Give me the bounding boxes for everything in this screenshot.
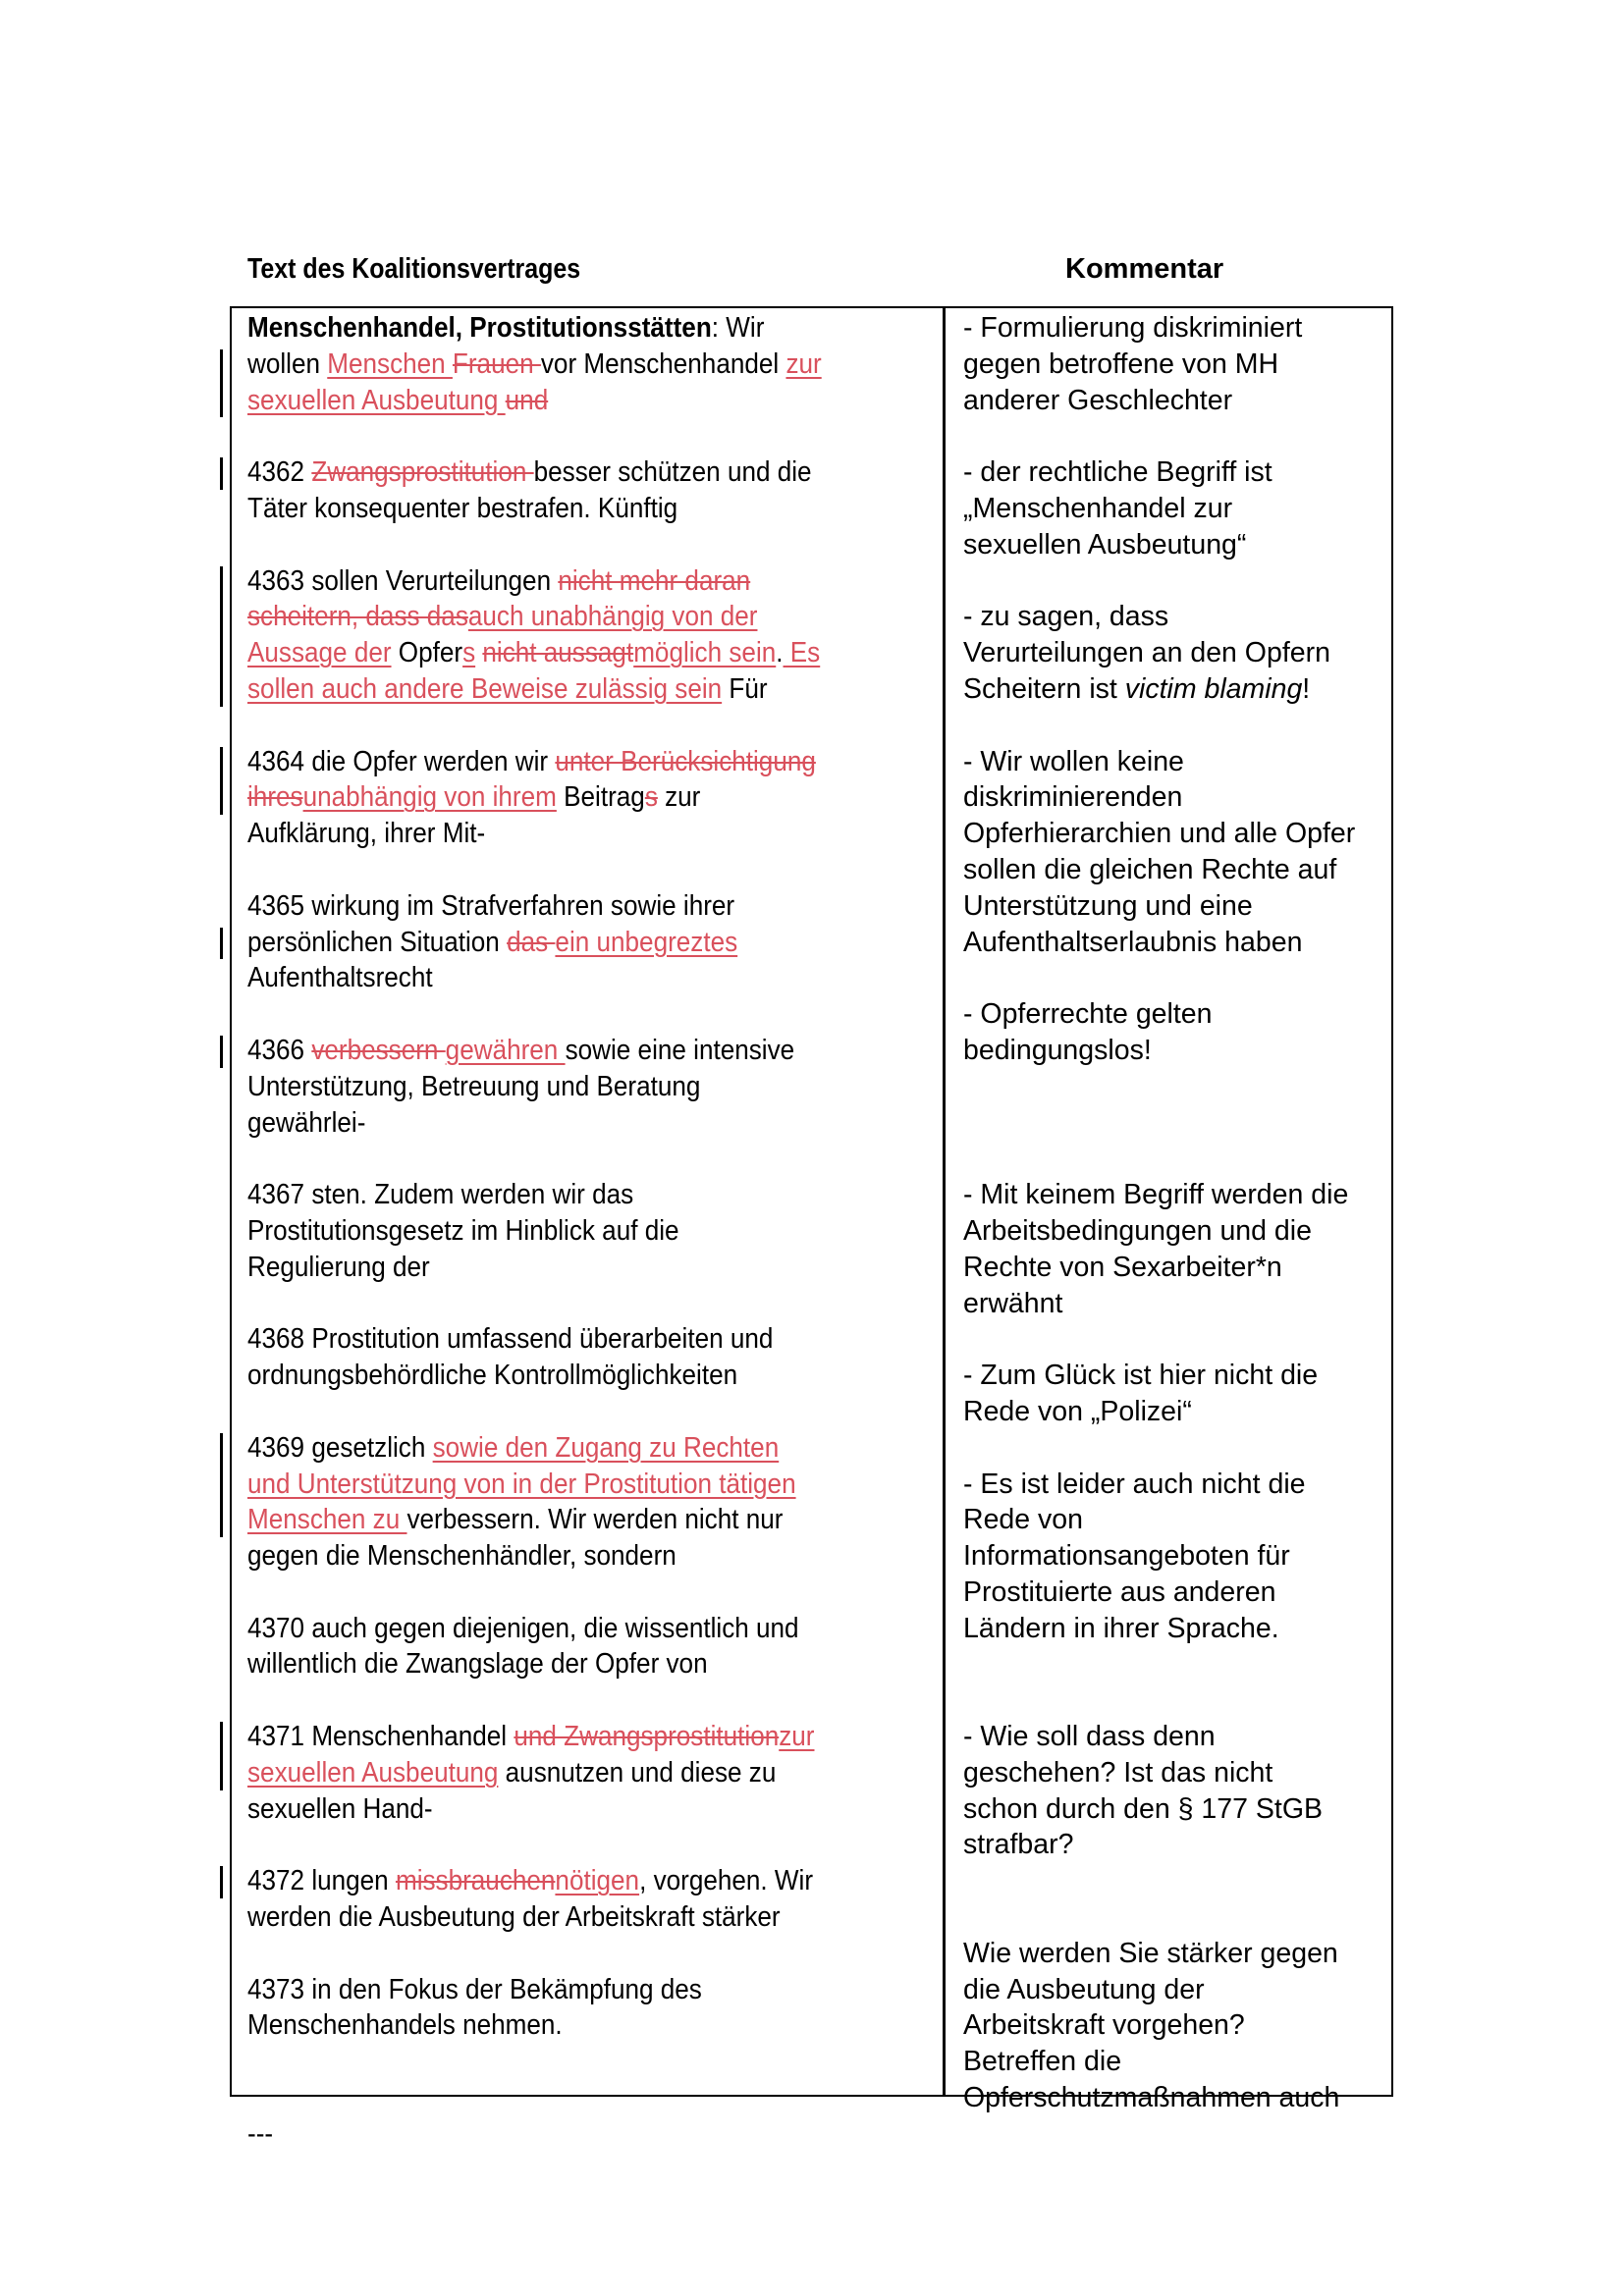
comment-line bbox=[963, 996, 1385, 1033]
deleted-text: scheitern, dass das bbox=[247, 601, 468, 633]
text-segment: : Wir bbox=[711, 312, 765, 344]
comment-line bbox=[963, 1033, 1385, 1069]
text-segment: - Zum Glück ist hier nicht die bbox=[963, 1360, 1319, 1392]
revision-change-bar bbox=[220, 1866, 223, 1898]
blank-line bbox=[963, 1141, 1385, 1177]
inserted-text: s bbox=[462, 637, 476, 669]
text-segment: sexuellen Hand- bbox=[247, 1792, 433, 1825]
inserted-text: Aussage der bbox=[247, 637, 392, 669]
contract-text-line bbox=[247, 960, 866, 996]
comment-line bbox=[963, 1467, 1385, 1503]
text-segment: Rechte von Sexarbeiter*n bbox=[963, 1251, 1282, 1283]
contract-text-line bbox=[247, 383, 866, 419]
revision-change-bar bbox=[220, 349, 223, 418]
comment-line bbox=[963, 1575, 1385, 1611]
text-segment: gewährlei- bbox=[247, 1106, 366, 1139]
blank-line bbox=[247, 708, 866, 744]
comment-line bbox=[963, 779, 1385, 816]
text-segment: 4362 bbox=[247, 456, 312, 489]
contract-text-line bbox=[247, 1213, 866, 1250]
contract-text-line bbox=[247, 1899, 866, 1936]
blank-line bbox=[963, 1899, 1385, 1936]
deleted-text: und Zwangsprostitution bbox=[514, 1721, 780, 1753]
text-segment: erwähnt bbox=[963, 1287, 1063, 1319]
comment-line bbox=[963, 1394, 1385, 1430]
text-segment: ausnutzen und diese zu bbox=[498, 1756, 777, 1789]
contract-text-line bbox=[247, 1791, 866, 1828]
revision-change-bar bbox=[220, 1722, 223, 1790]
contract-text-line bbox=[247, 563, 866, 600]
comment-line bbox=[963, 454, 1385, 491]
contract-text-line bbox=[247, 1069, 866, 1105]
inserted-text: gewähren bbox=[445, 1034, 566, 1066]
blank-line bbox=[247, 1936, 866, 1972]
blank-line bbox=[963, 960, 1385, 996]
inserted-text: zur bbox=[779, 1721, 815, 1753]
blank-line bbox=[963, 563, 1385, 600]
text-segment: - Opferrechte gelten bbox=[963, 998, 1213, 1031]
inserted-text: Es bbox=[783, 637, 821, 669]
text-segment: Beitrag bbox=[556, 781, 645, 814]
contract-text-line bbox=[247, 1321, 866, 1358]
text-segment: verbessern. Wir werden nicht nur bbox=[406, 1504, 784, 1536]
blank-line bbox=[247, 852, 866, 888]
text-segment: 4373 in den Fokus der Bekämpfung des bbox=[247, 1973, 702, 2005]
comment-line bbox=[963, 599, 1385, 635]
contract-text-line bbox=[247, 779, 866, 816]
deleted-text: und bbox=[505, 384, 549, 416]
bold-text: Menschenhandel, Prostitutionsstätten bbox=[247, 312, 712, 344]
contract-text-line bbox=[247, 888, 866, 925]
comment-line bbox=[963, 1177, 1385, 1213]
column-header-contract-text: Text des Koalitionsvertrages bbox=[247, 253, 581, 285]
blank-line bbox=[247, 1575, 866, 1611]
inserted-text: Menschen bbox=[327, 347, 453, 380]
text-segment: - Es ist leider auch nicht die bbox=[963, 1468, 1306, 1500]
deleted-text: missbrauchen bbox=[395, 1865, 556, 1897]
text-segment: 4368 Prostitution umfassend überarbeiten und bbox=[247, 1323, 774, 1356]
blank-line bbox=[963, 1105, 1385, 1142]
text-segment: gegen die Menschenhändler, sondern bbox=[247, 1540, 677, 1573]
inserted-text: Menschen zu bbox=[247, 1504, 407, 1536]
text-segment: - Formulierung diskriminiert bbox=[963, 312, 1303, 344]
deleted-text: Frauen bbox=[452, 347, 541, 380]
blank-line bbox=[247, 996, 866, 1033]
comment-line bbox=[963, 1611, 1385, 1647]
blank-line bbox=[247, 1286, 866, 1322]
comment-line bbox=[963, 852, 1385, 888]
text-segment: Opferhierarchien und alle Opfer bbox=[963, 818, 1356, 850]
text-segment: die Ausbeutung der bbox=[963, 1973, 1205, 2005]
text-segment: Täter konsequenter bestrafen. Künftig bbox=[247, 492, 678, 524]
inserted-text: und Unterstützung von in der Prostitution tätigen bbox=[247, 1468, 796, 1500]
comment-line bbox=[963, 1719, 1385, 1755]
inserted-text: ein unbegreztes bbox=[555, 926, 738, 958]
text-segment: gegen betroffene von MH bbox=[963, 347, 1279, 380]
italic-text: victim blaming bbox=[1124, 672, 1303, 705]
contract-text-line bbox=[247, 744, 866, 780]
text-segment: diskriminierenden bbox=[963, 781, 1183, 814]
contract-text-line bbox=[247, 599, 866, 635]
comment-line bbox=[963, 1502, 1385, 1538]
column-divider bbox=[943, 306, 946, 2097]
text-segment: . bbox=[776, 637, 784, 669]
text-segment: ! bbox=[1302, 672, 1311, 705]
text-segment: 4369 gesetzlich bbox=[247, 1431, 433, 1464]
blank-line bbox=[247, 1394, 866, 1430]
contract-text-line bbox=[247, 1430, 866, 1467]
text-segment: 4367 sten. Zudem werden wir das bbox=[247, 1179, 634, 1211]
comment-line bbox=[963, 1358, 1385, 1394]
text-segment: Unterstützung und eine bbox=[963, 889, 1253, 922]
blank-line bbox=[963, 1863, 1385, 1899]
comment-line bbox=[963, 1213, 1385, 1250]
text-segment: Regulierung der bbox=[247, 1251, 430, 1283]
blank-line bbox=[963, 1069, 1385, 1105]
contract-text-line bbox=[247, 1177, 866, 1213]
text-segment: werden die Ausbeutung der Arbeitskraft stärker bbox=[247, 1901, 781, 1934]
comment-line bbox=[963, 1250, 1385, 1286]
inserted-text: zur bbox=[785, 347, 822, 380]
deleted-text: Zwangsprostitution bbox=[311, 456, 534, 489]
column-header-comment: Kommentar bbox=[1065, 253, 1224, 285]
text-segment: Rede von „Polizei“ bbox=[963, 1395, 1192, 1427]
revision-change-bar bbox=[220, 1433, 223, 1537]
contract-text-line bbox=[247, 491, 866, 527]
comment-line bbox=[963, 1286, 1385, 1322]
text-segment: Prostitutionsgesetz im Hinblick auf die bbox=[247, 1214, 679, 1247]
comment-line bbox=[963, 744, 1385, 780]
blank-line bbox=[247, 527, 866, 563]
text-segment bbox=[475, 637, 482, 668]
text-segment: Menschenhandels nehmen. bbox=[247, 2009, 563, 2042]
text-segment: willentlich die Zwangslage der Opfer von bbox=[247, 1648, 708, 1681]
text-segment: Aufklärung, ihrer Mit- bbox=[247, 818, 486, 850]
revision-change-bar bbox=[220, 747, 223, 816]
text-segment: Prostituierte aus anderen bbox=[963, 1575, 1276, 1608]
revision-change-bar bbox=[220, 928, 223, 960]
inserted-text: sowie den Zugang zu Rechten bbox=[432, 1431, 780, 1464]
deleted-text: ihres bbox=[247, 781, 303, 814]
comment-line bbox=[963, 816, 1385, 852]
text-segment: 4370 auch gegen diejenigen, die wissentlich und bbox=[247, 1612, 799, 1644]
deleted-text: unter Berücksichtigung bbox=[555, 745, 816, 777]
comment-line bbox=[963, 671, 1385, 708]
text-segment: 4366 bbox=[247, 1034, 312, 1066]
text-segment: bedingungslos! bbox=[963, 1034, 1152, 1066]
text-segment: strafbar? bbox=[963, 1829, 1074, 1861]
contract-text-line bbox=[247, 1972, 866, 2008]
text-segment: --- bbox=[247, 2117, 274, 2150]
text-segment: Unterstützung, Betreuung und Beratung bbox=[247, 1070, 701, 1102]
inserted-text: auch unabhängig von der bbox=[467, 601, 758, 633]
text-segment: Aufenthaltsrecht bbox=[247, 962, 433, 994]
deleted-text: s bbox=[644, 781, 658, 814]
contract-text-line bbox=[247, 1755, 866, 1791]
text-segment: - Wie soll dass denn bbox=[963, 1721, 1216, 1753]
text-segment: Scheitern ist bbox=[963, 672, 1125, 705]
revision-change-bar bbox=[220, 1036, 223, 1068]
text-segment: vor Menschenhandel bbox=[540, 347, 786, 380]
text-segment: geschehen? Ist das nicht bbox=[963, 1756, 1273, 1789]
contract-text-column bbox=[247, 310, 935, 2153]
blank-line bbox=[963, 1682, 1385, 1719]
inserted-text: nötigen bbox=[555, 1865, 640, 1897]
text-segment: zur bbox=[657, 781, 701, 814]
text-segment: 4363 sollen Verurteilungen bbox=[247, 564, 559, 597]
comment-line bbox=[963, 1791, 1385, 1828]
blank-line bbox=[247, 1682, 866, 1719]
text-segment: sowie eine intensive bbox=[565, 1034, 795, 1066]
text-segment: schon durch den § 177 StGB bbox=[963, 1792, 1323, 1825]
contract-text-line bbox=[247, 1502, 866, 1538]
text-segment: - zu sagen, dass bbox=[963, 601, 1169, 633]
blank-line bbox=[247, 2080, 866, 2116]
text-segment: Aufenthaltserlaubnis haben bbox=[963, 926, 1303, 958]
text-segment: 4372 lungen bbox=[247, 1865, 396, 1897]
revision-change-bar bbox=[220, 457, 223, 490]
comment-line bbox=[963, 491, 1385, 527]
text-segment: „Menschenhandel zur bbox=[963, 492, 1233, 524]
contract-text-line bbox=[247, 454, 866, 491]
blank-line bbox=[963, 708, 1385, 744]
deleted-text: verbessern bbox=[311, 1034, 446, 1066]
comment-line bbox=[963, 2080, 1385, 2116]
text-segment: persönlichen Situation bbox=[247, 926, 508, 958]
text-segment: - Wir wollen keine bbox=[963, 745, 1184, 777]
deleted-text: nicht mehr daran bbox=[558, 564, 751, 597]
contract-text-line bbox=[247, 635, 866, 671]
text-segment: sexuellen Ausbeutung“ bbox=[963, 528, 1247, 561]
inserted-text: möglich sein bbox=[633, 637, 777, 669]
text-segment: 4371 Menschenhandel bbox=[247, 1721, 514, 1753]
contract-text-line bbox=[247, 1358, 866, 1394]
deleted-text: nicht aussagt bbox=[482, 637, 634, 669]
contract-text-line bbox=[247, 816, 866, 852]
inserted-text: sexuellen Ausbeutung bbox=[247, 384, 506, 416]
contract-text-line bbox=[247, 2007, 866, 2044]
text-segment: Informationsangeboten für bbox=[963, 1540, 1290, 1573]
text-segment: , vorgehen. Wir bbox=[639, 1865, 814, 1897]
contract-text-line bbox=[247, 1250, 866, 1286]
comment-line bbox=[963, 2044, 1385, 2080]
text-segment: Opfer bbox=[391, 637, 463, 669]
text-segment: anderer Geschlechter bbox=[963, 384, 1233, 416]
blank-line bbox=[963, 1646, 1385, 1682]
comment-column bbox=[963, 310, 1385, 2116]
text-segment: Verurteilungen an den Opfern bbox=[963, 637, 1330, 669]
contract-text-line bbox=[247, 2116, 866, 2153]
blank-line bbox=[247, 2044, 866, 2080]
text-segment: Ländern in ihrer Sprache. bbox=[963, 1612, 1279, 1644]
contract-text-line bbox=[247, 347, 866, 383]
blank-line bbox=[247, 1827, 866, 1863]
text-segment: ordnungsbehördliche Kontrollmöglichkeiten bbox=[247, 1360, 738, 1392]
comment-line bbox=[963, 1538, 1385, 1575]
contract-text-line bbox=[247, 310, 866, 347]
contract-text-line bbox=[247, 1611, 866, 1647]
comment-line bbox=[963, 1936, 1385, 1972]
text-segment: Rede von bbox=[963, 1504, 1084, 1536]
inserted-text: sexuellen Ausbeutung bbox=[247, 1756, 499, 1789]
text-segment: - der rechtliche Begriff ist bbox=[963, 456, 1272, 489]
contract-text-line bbox=[247, 671, 866, 708]
text-segment: besser schützen und die bbox=[533, 456, 812, 489]
comment-line bbox=[963, 1972, 1385, 2008]
comment-line bbox=[963, 1755, 1385, 1791]
blank-line bbox=[247, 418, 866, 454]
text-segment: Betreffen die bbox=[963, 2046, 1122, 2078]
comment-line bbox=[963, 635, 1385, 671]
deleted-text: das bbox=[507, 926, 556, 958]
blank-line bbox=[247, 1141, 866, 1177]
contract-text-line bbox=[247, 1538, 866, 1575]
contract-text-line bbox=[247, 1646, 866, 1682]
text-segment: wollen bbox=[247, 347, 328, 380]
blank-line bbox=[963, 418, 1385, 454]
text-segment: 4364 die Opfer werden wir bbox=[247, 745, 556, 777]
blank-line bbox=[963, 1321, 1385, 1358]
contract-text-line bbox=[247, 1719, 866, 1755]
contract-text-line bbox=[247, 1105, 866, 1142]
comment-line bbox=[963, 527, 1385, 563]
text-segment: 4365 wirkung im Strafverfahren sowie ihrer bbox=[247, 889, 735, 922]
text-segment: - Mit keinem Begriff werden die bbox=[963, 1179, 1349, 1211]
text-segment: Arbeitskraft vorgehen? bbox=[963, 2009, 1245, 2042]
contract-text-line bbox=[247, 925, 866, 961]
text-segment: sollen die gleichen Rechte auf bbox=[963, 853, 1337, 885]
comment-line bbox=[963, 1827, 1385, 1863]
contract-text-line bbox=[247, 1863, 866, 1899]
blank-line bbox=[963, 1430, 1385, 1467]
comment-line bbox=[963, 310, 1385, 347]
text-segment: Für bbox=[722, 672, 768, 705]
text-segment: Opferschutzmaßnahmen auch bbox=[963, 2082, 1340, 2114]
revision-change-bar bbox=[220, 566, 223, 707]
inserted-text: unabhängig von ihrem bbox=[302, 781, 557, 814]
comment-line bbox=[963, 347, 1385, 383]
contract-text-line bbox=[247, 1467, 866, 1503]
comment-line bbox=[963, 888, 1385, 925]
comment-line bbox=[963, 383, 1385, 419]
contract-text-line bbox=[247, 1033, 866, 1069]
inserted-text: sollen auch andere Beweise zulässig sein bbox=[247, 672, 723, 705]
comment-line bbox=[963, 2007, 1385, 2044]
text-segment: Wie werden Sie stärker gegen bbox=[963, 1937, 1338, 1969]
comment-line bbox=[963, 925, 1385, 961]
text-segment: Arbeitsbedingungen und die bbox=[963, 1214, 1312, 1247]
